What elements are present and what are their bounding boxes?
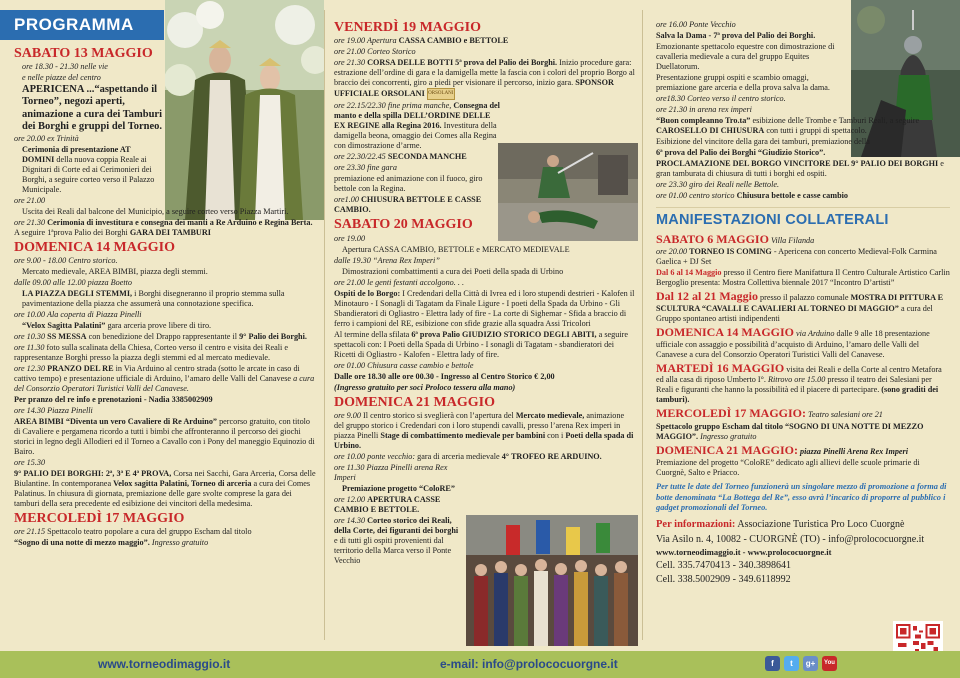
event-title: 4° TROFEO RE ARDUINO. [501, 452, 602, 462]
event-text: e di tutti gli ospiti provenienti dal territorio della Marca verso il Ponte Vecchio [334, 536, 452, 566]
event-title: Salva la Dama - 7ª prova del Palio dei Borghi. [656, 31, 816, 40]
event-text: a seguire spettacoli con: I Poeti della Spada di Urbino - I sonagli di Tagatam - sbandieratori dei Ricetti di Ogliastro - Kalofen - Elettra lady of fire. [334, 329, 628, 359]
event-title: Spettacolo gruppo Escham dal titolo [656, 421, 783, 431]
event-title: Velox sagitta Palatini, Torneo di arceria [113, 479, 252, 489]
youtube-icon[interactable]: You [822, 656, 837, 671]
event-text: presso il Centro fiere Manifattura Il Centro Culturale Artistico Carlin Bergoglio presenta: Mostra Collettiva biennale 2017 “Incontro D’artisti” [656, 268, 950, 288]
column-2 [324, 0, 642, 651]
day-heading: DOMENICA 14 MAGGIO [656, 324, 794, 339]
event-text: Ingresso gratuito [700, 431, 757, 441]
event-title: “SOGNO DI UNA NOTTE DI MEZZO MAGGIO”. [656, 421, 924, 441]
column-3 [642, 0, 960, 651]
contact-assoc: Associazione Turistica Pro Loco Cuorgnè [737, 518, 905, 530]
day-heading: VENERDÌ 19 MAGGIO [334, 20, 482, 35]
event-title: SECONDA MANCHE [387, 152, 467, 162]
event-text: a cura del Consorzio Operatori Turistici Valli del Canavese. [14, 374, 315, 394]
event-title: MOSTRA DI PITTURA E SCULTURA “CAVALLI E CAVALIERI AL TORNEO DI MAGGIO” [656, 293, 944, 313]
time: ore 20.00 [656, 247, 688, 257]
event-title: Consegna del manto e della spilla DELL’ORDINE DELLE EX REGINE alla Regina 2016. [334, 101, 500, 131]
event-title: Mercato medievale, [515, 411, 585, 421]
time: dalle 19.30 “Arena Rex Imperi” [334, 255, 440, 265]
event-text: Apertura CASSA CAMBIO, BETTOLE e MERCATO MEDIEVALE [342, 244, 570, 254]
place: Teatro salesiani ore 21 [808, 410, 883, 420]
day-heading: MARTEDÌ 16 MAGGIO [656, 360, 785, 375]
time: ore1.00 [334, 195, 359, 205]
event-title: 9° PALIO DEI BORGHI: 2ª, 3ª E 4ª PROVA, [14, 469, 172, 479]
day-heading: MERCOLEDÌ 17 MAGGIO: [656, 406, 806, 421]
footer-website-link[interactable]: www.torneodimaggio.it [98, 657, 231, 671]
event-info: (sono graditi dei tamburi). [656, 385, 939, 405]
event-text: presso il teatro dei Salesiani per Reali e figuranti che hanno la possibilità ed il piacere di partecipare. [656, 375, 932, 395]
event-text: gara di arceria medievale [417, 452, 500, 462]
event-title: PROCLAMAZIONE DEL BORGO VINCITORE DEL 9° PALIO DEI BORGHI [656, 159, 939, 168]
event-info: (Ingresso gratuito per soci Proloco tessera alla mano) [334, 382, 516, 392]
place: Villa Filanda [770, 235, 815, 245]
event-title: CAROSELLO DI CHIUSURA [656, 126, 765, 135]
time: ore 21.00 Corteo Storico [334, 47, 416, 57]
time: ore 15.30 [14, 458, 46, 468]
time: ore 19.00 [334, 233, 366, 243]
time: ore 10.00 ponte vecchio: [334, 452, 416, 462]
facebook-icon[interactable]: f [765, 656, 780, 671]
time: ore 22.30/22.45 [334, 152, 386, 162]
event-text: Ingresso gratuito [151, 538, 209, 548]
time: ore 12.30 [14, 364, 46, 374]
event-title: GARA DEI TAMBURI [129, 227, 211, 237]
day-heading: DOMENICA 21 MAGGIO [334, 394, 495, 410]
event-title: Poeti della spada di Urbino. [334, 431, 634, 451]
footer-email-link[interactable]: e-mail: info@prolococuorgne.it [440, 657, 618, 671]
time: ore 01.00 centro storico [656, 191, 735, 200]
time: ore 19.00 Apertura [334, 36, 397, 46]
event-text: premiazione ed animazione con il fuoco, giro bettole con la Regina. [334, 174, 483, 194]
event-title: 9° Palio dei Borghi. [239, 332, 307, 342]
event-title: PRANZO DEL RE [47, 364, 114, 374]
place: via Arduino [796, 328, 835, 338]
event-text: gara arceria prove libere di tiro. [107, 321, 212, 331]
event-title: CHIUSURA BETTOLE E CASSE CAMBIO. [334, 195, 482, 215]
event-title: AREA BIMBI “Diventa un vero Cavaliere di Re Arduino” [14, 417, 218, 427]
event-title: Corteo storico dei Reali, della Corte, dei figuranti dei borghi [334, 516, 459, 536]
event-text: con i [547, 431, 564, 441]
event-title: Chiusura bettole e casse cambio [736, 191, 849, 200]
event-text: Investitura della damigella beona, omaggio dei Comes alla Regina con dimostrazione d’arme. [334, 121, 497, 151]
sponsor: SPONSOR UFFICIALE ORSOLANI [334, 78, 614, 99]
event-text: Dimostrazioni combattimenti a cura dei Poeti della spada di Urbino [342, 266, 564, 276]
time: ore 21.00 [14, 195, 46, 205]
day-heading: SABATO 13 MAGGIO [14, 46, 153, 61]
time: ore 23.30 giro dei Reali nelle Bettole. [656, 180, 780, 189]
time: ore 10.00 Ala coperta di Piazza Pinelli [14, 310, 142, 320]
time: ore 14.30 Piazza Pinelli [14, 406, 93, 416]
event-title: “Sogno di una notte di mezzo maggio”. [14, 538, 150, 548]
time: ore 16.00 Ponte Vecchio [656, 20, 736, 29]
sponsor-logo: ORSOLANI [427, 88, 455, 100]
time: ore 23.30 fine gara [334, 163, 397, 173]
event-title: Stage di combattimento medievale per bambini [380, 431, 546, 441]
twitter-icon[interactable]: t [784, 656, 799, 671]
event-text: con benedizione del Drappo rappresentante il [88, 332, 238, 342]
event-text: Corsa nei Sacchi, Gara Arceria, Corsa delle Biulantine. In contemporanea [14, 469, 316, 489]
event-text: i Borghi disegneranno il proprio stemma sulla pavimentazione della piazza che assumerà una connotazione specifica. [22, 289, 285, 309]
time: ore 21.15 [14, 527, 46, 537]
event-text: animazione del gruppo storico i Credendari con i loro stupendi cavalli, presso l’arena Rex imperi in piazza Pinelli [334, 411, 625, 441]
event-text: Spettacolo teatro popolare a cura del gruppo Escham dal titolo [47, 527, 252, 537]
event-text: a cura del Gruppo spontaneo artisti indipendenti [656, 303, 933, 323]
social-icons [765, 656, 837, 671]
event-text: Al termine della sfilata [334, 329, 410, 339]
event-title: 6ª prova Palio GIUDIZIO STORICO DEGLI ABITI, [411, 329, 597, 339]
event-text: dalle 9 alle 18 presentazione ufficiale con assaggio e possibilità d’acquisto di Arduino, l’amaro delle Valli del Canavese a cura del Consorzio Operatori Turistici Valli del Canavese. [656, 328, 930, 359]
event-info: Dalle ore 18.30 alle ore 00.30 - Ingresso al Centro Storico € 2,00 [334, 371, 555, 381]
event-text: in Via Arduino al centro strada (sotto le arcate in caso di cattivo tempo) e presentazione ufficiale di Arduino, l’amaro delle Valli del Canavese [14, 364, 300, 384]
event-title: “Buon compleanno Tro.ta” [656, 116, 751, 125]
place: piazza Pinelli Arena Rex Imperi [800, 446, 909, 456]
day-heading: MERCOLEDÌ 17 MAGGIO [14, 511, 185, 527]
event-text: Esibizione del vincitore della gara dei tamburi, premiazione della [656, 137, 870, 146]
event-text: - Apericena con concerto Medieval-Folk Carmina Gaelica + DJ Set [656, 247, 937, 267]
time: ore 21.30 [334, 58, 366, 68]
event-text: esibizione delle Trombe e Tamburi Reali, a seguire [752, 116, 920, 125]
day-heading: DOMENICA 21 MAGGIO: [656, 442, 798, 457]
event-title: TORNEO IS COMING [689, 247, 772, 257]
event-title: CASSA CAMBIO e BETTOLE [398, 36, 509, 46]
time: ore 18.30 - 21.30 nelle vie [22, 62, 108, 72]
day-heading: SABATO 6 MAGGIO [656, 231, 769, 246]
time: Ritrovo ore 15.00 [767, 375, 826, 385]
time: ore18.30 Corteo verso il centro storico. [656, 94, 786, 103]
event-title: CORSA DELLE BOTTI 5ª prova del Palio dei Borghi. [367, 58, 558, 68]
event-text: foto sulla scalinata della Chiesa, Corteo verso il centro e visita dei Reali e rappresentanze Borghi presso la piazza degli stemmi ed al mercato medievale. [14, 343, 288, 363]
promo-note: Per tutte le date del Torneo funzionerà un singolare mezzo di promozione a forma di botte denominata “La Bottega del Re”, esso avrà l’incarico di proporre al pubblico i gadget promozionali del Torneo. [656, 482, 947, 513]
time: dalle 09.00 alle 12.00 piazza Boetto [14, 278, 133, 288]
time: ore 12.00 [334, 495, 366, 505]
day-heading: SABATO 20 MAGGIO [334, 217, 473, 233]
time: ore 01.00 Chiusura casse cambio e bettole [334, 360, 474, 370]
event-title: LA PIAZZA DEGLI STEMMI, [22, 289, 133, 299]
event-title: SS MESSA [47, 332, 87, 342]
time: ore 10.30 [14, 332, 46, 342]
date-range: Dal 6 al 14 Maggio [656, 268, 722, 278]
event-text: a cura dei Comes Palatinus. In chiusura di giornata, premiazione delle gare svolte comprese la gara dei tamburi della sera precedente ed esibizione dei vincitori della medesima. [14, 479, 311, 509]
time: ore 21.30 [14, 217, 46, 227]
footer-bar [0, 651, 960, 678]
event-title: APERTURA CASSE CAMBIO E BETTOLE. [334, 495, 441, 515]
event-text: Inizio procedure gara: estrazione dell’ordine di gara e la damigella mette la fascia con i colori del proprio Borgo al braccio dei concorrenti, giro a piedi per visionare il percorso, inizio gara. [334, 58, 635, 88]
event-title: “Velox Sagitta Palatini” [22, 321, 106, 331]
contact-phone: Cell. 338.5002909 - 349.6118992 [656, 573, 791, 585]
event-text: Presentazione gruppi ospiti e scambio omaggi, premiazione gare arceria e della prova salva la dama. [656, 73, 830, 92]
time: e nelle piazze del centro [22, 73, 101, 83]
event-text: della nuova coppia Reale ai Dignitari di Corte ed ai Cerimonieri dei Borghi, a seguire corteo verso il Palazzo Municipale. [22, 154, 155, 194]
event-text: e gran tamburata di chiusura di tutti i borghi ed ospiti. [656, 159, 944, 178]
time: ore 21.30 in arena rex imperi [656, 105, 752, 114]
event-text: Premiazione del progetto “ColoRE” dedicato agli allievi delle scuole primarie di Cuorgnè, Salto e Priacco. [656, 458, 920, 478]
event-text: con tutti i gruppi di spettacolo. [766, 126, 867, 135]
time: ore 21.00 le genti festanti accolgono. . . [334, 277, 464, 287]
event-title: Premiazione progetto “ColoRE” [342, 484, 455, 494]
event-text: Mercato medievale, AREA BIMBI, piazza degli stemmi. [22, 267, 208, 277]
column-1 [0, 0, 324, 651]
contact-web-link[interactable]: www.torneodimaggio.it - www.prolococuorgne.it [656, 546, 832, 557]
contact-block [656, 518, 950, 586]
event-text: visita dei Reali e della Corte al centro Metafora ed alla casa di riposo Umberto I°. [656, 364, 942, 385]
time: ore 9.00 [334, 411, 361, 421]
googleplus-icon[interactable]: g+ [803, 656, 818, 671]
contact-address: Via Asilo n. 4, 10082 - CUORGNÈ (TO) - info@prolococuorgne.it [656, 533, 925, 545]
event-text: percorso gratuito, con titolo di Cavaliere e pergamena ricordo a tutti i bimbi che affronteranno il percorso dei giochi storici in legno degli Allodieri ed il Torneo a Cavallo con i Pony del maneggio Equinozio di Bairo. [14, 417, 315, 457]
day-heading: DOMENICA 14 MAGGIO [14, 239, 175, 255]
event-text: A seguire 1ªprova Palio dei Borghi [14, 227, 128, 237]
time: ore 9.00 - 18.00 Centro storico. [14, 256, 118, 266]
time: ore 11.30 [14, 343, 45, 353]
event-title: Ospiti de lo Borgo: [334, 288, 401, 298]
time: ore 20.00 ex Trinità [14, 133, 79, 143]
time: ore 14.30 [334, 516, 366, 526]
event-title: Cerimonia di investitura e consegna dei manti a Re Arduino e Regina Berta. [47, 217, 313, 227]
programma-title: PROGRAMMA [0, 10, 164, 40]
time: ore 11.30 Piazza Pinelli arena Rex Imperi [334, 463, 448, 483]
event-info: Per pranzo del re info e prenotazioni - Nadia 3385002909 [14, 395, 213, 405]
event-text: presso il palazzo comunale [760, 293, 849, 303]
event-title: 6ª prova del Palio dei Borghi “Giudizio Storico”. [656, 148, 826, 157]
event-text: I Credendari della Città di Ivrea ed i loro stupendi destrieri - Kalofen il Minotauro - I Sonagli di Tagatam da Finale Ligure - I poeti della Spada da Urbino - Gli Sbandieratori di Ogliastro - Elettra lady of fire - La corte di Sighemar - Sfida a braccio di ferro i campioni del RE, esibizione con sfide grazie alla squadra Assi Tricolori [334, 288, 635, 328]
event-highlight: APERICENA ...“aspettando il Torneo”, negozi aperti, animazione a cura dei Tamburi dei Borghi e gruppi del Torneo. [22, 84, 163, 132]
event-text: Il centro storico si sveglierà con l’apertura del [363, 411, 514, 421]
contact-phone: Cell. 335.7470413 - 340.3898641 [656, 559, 791, 571]
event-text: Uscita dei Reali dal balcone del Municipio, a seguire corteo verso Piazza Martiri. [22, 206, 289, 216]
collateral-title: MANIFESTAZIONI COLLATERALI [656, 207, 950, 230]
event-title: Cerimonia di presentazione AT DOMINI [22, 144, 131, 164]
contact-heading: Per informazioni: [656, 518, 736, 530]
time: ore 22.15/22.30 fine prima manche, [334, 101, 452, 111]
date-range: Dal 12 al 21 Maggio [656, 289, 758, 304]
event-text: Emozionante spettacolo equestre con dimostrazione di cavalleria medievale a cura del gruppo Equites Duellatorum. [656, 42, 835, 71]
